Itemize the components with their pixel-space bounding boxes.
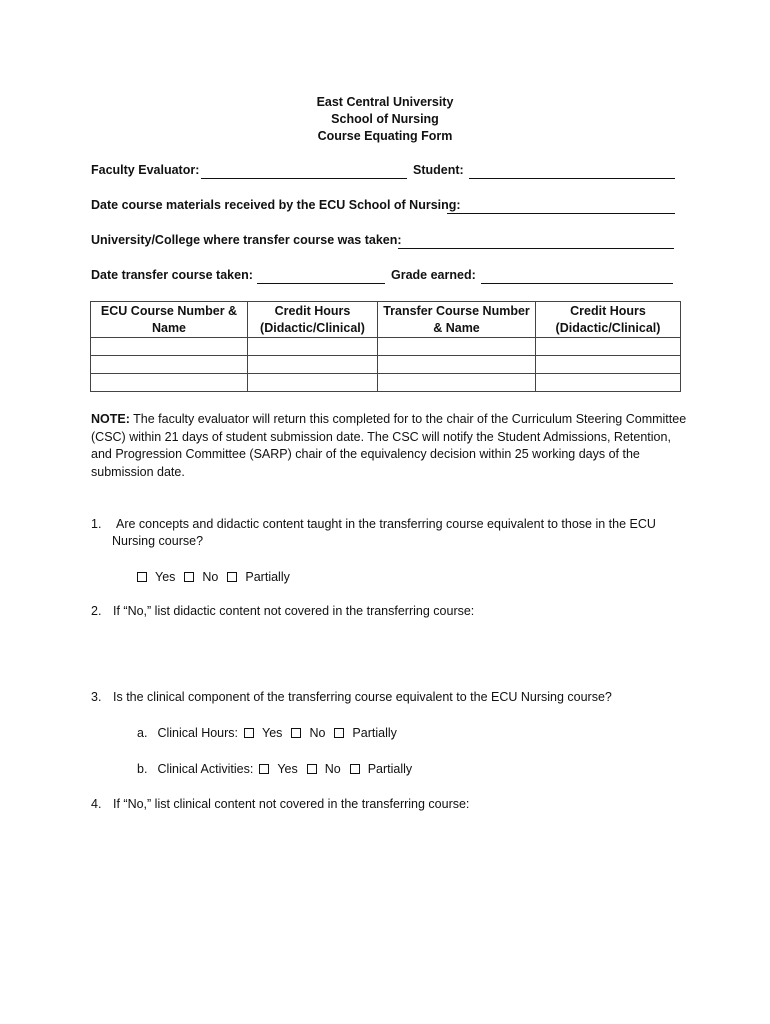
university-field[interactable] — [398, 248, 674, 249]
yes-label: Yes — [155, 570, 176, 584]
date-taken-label: Date transfer course taken: — [91, 268, 253, 282]
faculty-evaluator-field[interactable] — [201, 178, 407, 179]
table-cell[interactable] — [91, 356, 248, 374]
note-label: NOTE: — [91, 412, 130, 426]
question-4-number: 4. — [91, 797, 102, 811]
yes-checkbox[interactable] — [259, 764, 269, 774]
partially-checkbox[interactable] — [334, 728, 344, 738]
grade-label: Grade earned: — [391, 268, 476, 282]
school-name: School of Nursing — [331, 112, 439, 126]
student-field[interactable] — [469, 178, 675, 179]
student-label: Student: — [413, 163, 464, 177]
ecu-course-header: ECU Course Number & Name — [91, 302, 248, 338]
question-3a-label: Clinical Hours: — [157, 726, 239, 740]
partially-label: Partially — [245, 570, 290, 584]
yes-label: Yes — [277, 762, 298, 776]
table-cell[interactable] — [378, 338, 536, 356]
no-checkbox[interactable] — [307, 764, 317, 774]
table-row — [91, 356, 681, 374]
yes-checkbox[interactable] — [244, 728, 254, 738]
university-row — [91, 233, 675, 251]
partially-label: Partially — [352, 726, 397, 740]
grade-field[interactable] — [481, 283, 673, 284]
ecu-credit-hours-header: Credit Hours (Didactic/Clinical) — [248, 302, 378, 338]
table-row — [91, 338, 681, 356]
table-cell[interactable] — [536, 356, 681, 374]
question-3b-label: Clinical Activities: — [157, 762, 254, 776]
table-cell[interactable] — [378, 356, 536, 374]
table-cell[interactable] — [248, 338, 378, 356]
question-1 — [91, 515, 101, 533]
table-cell[interactable] — [91, 374, 248, 392]
no-checkbox[interactable] — [184, 572, 194, 582]
table-cell[interactable] — [536, 374, 681, 392]
university-label: University/College where transfer course was taken: — [91, 233, 402, 247]
no-label: No — [202, 570, 219, 584]
yes-label: Yes — [262, 726, 283, 740]
question-3a-row — [137, 724, 406, 742]
institution-name: East Central University — [316, 95, 454, 109]
question-1-options — [137, 568, 299, 586]
no-checkbox[interactable] — [291, 728, 301, 738]
question-4-text: If “No,” list clinical content not covered in the transferring course: — [113, 797, 470, 811]
table-cell[interactable] — [91, 338, 248, 356]
date-received-label: Date course materials received by the ECU School of Nursing: — [91, 198, 461, 212]
yes-checkbox[interactable] — [137, 572, 147, 582]
date-received-row — [91, 198, 675, 216]
question-1-number: 1. — [91, 517, 102, 531]
question-1-text-line2: Nursing course? — [112, 534, 204, 548]
faculty-evaluator-label: Faculty Evaluator: — [91, 163, 200, 177]
question-2-text: If “No,” list didactic content not covered in the transferring course: — [113, 604, 475, 618]
note-text: The faculty evaluator will return this completed for to the chair of the Curriculum Steering Committee (CSC) within 21 days of student submission date. The CSC will notify the Student Admissions, Retention, and Progression Committee (SARP) chair of the equivalency decision within 25 working days of the submission date. — [91, 412, 687, 479]
table-row — [91, 374, 681, 392]
question-3b-letter: b. — [137, 762, 148, 776]
partially-checkbox[interactable] — [350, 764, 360, 774]
table-cell[interactable] — [248, 356, 378, 374]
question-2-number: 2. — [91, 604, 102, 618]
date-received-field[interactable] — [447, 213, 675, 214]
date-taken-field[interactable] — [257, 283, 385, 284]
table-cell[interactable] — [536, 338, 681, 356]
question-3a-letter: a. — [137, 726, 148, 740]
transfer-course-header: Transfer Course Number & Name — [378, 302, 536, 338]
partially-checkbox[interactable] — [227, 572, 237, 582]
no-label: No — [309, 726, 326, 740]
table-cell[interactable] — [378, 374, 536, 392]
note-paragraph — [91, 411, 691, 481]
question-3-number: 3. — [91, 690, 102, 704]
date-grade-row — [91, 268, 675, 286]
question-3b-row — [137, 760, 421, 778]
form-title: Course Equating Form — [317, 129, 453, 143]
course-equivalency-table — [90, 301, 681, 392]
evaluator-student-row — [91, 163, 675, 181]
question-1-text-line1: Are concepts and didactic content taught in the transferring course equivalent to those in the ECU — [116, 517, 656, 531]
no-label: No — [324, 762, 341, 776]
question-3-text: Is the clinical component of the transferring course equivalent to the ECU Nursing course? — [113, 690, 612, 704]
partially-label: Partially — [367, 762, 413, 776]
table-cell[interactable] — [248, 374, 378, 392]
transfer-credit-hours-header: Credit Hours (Didactic/Clinical) — [536, 302, 681, 338]
